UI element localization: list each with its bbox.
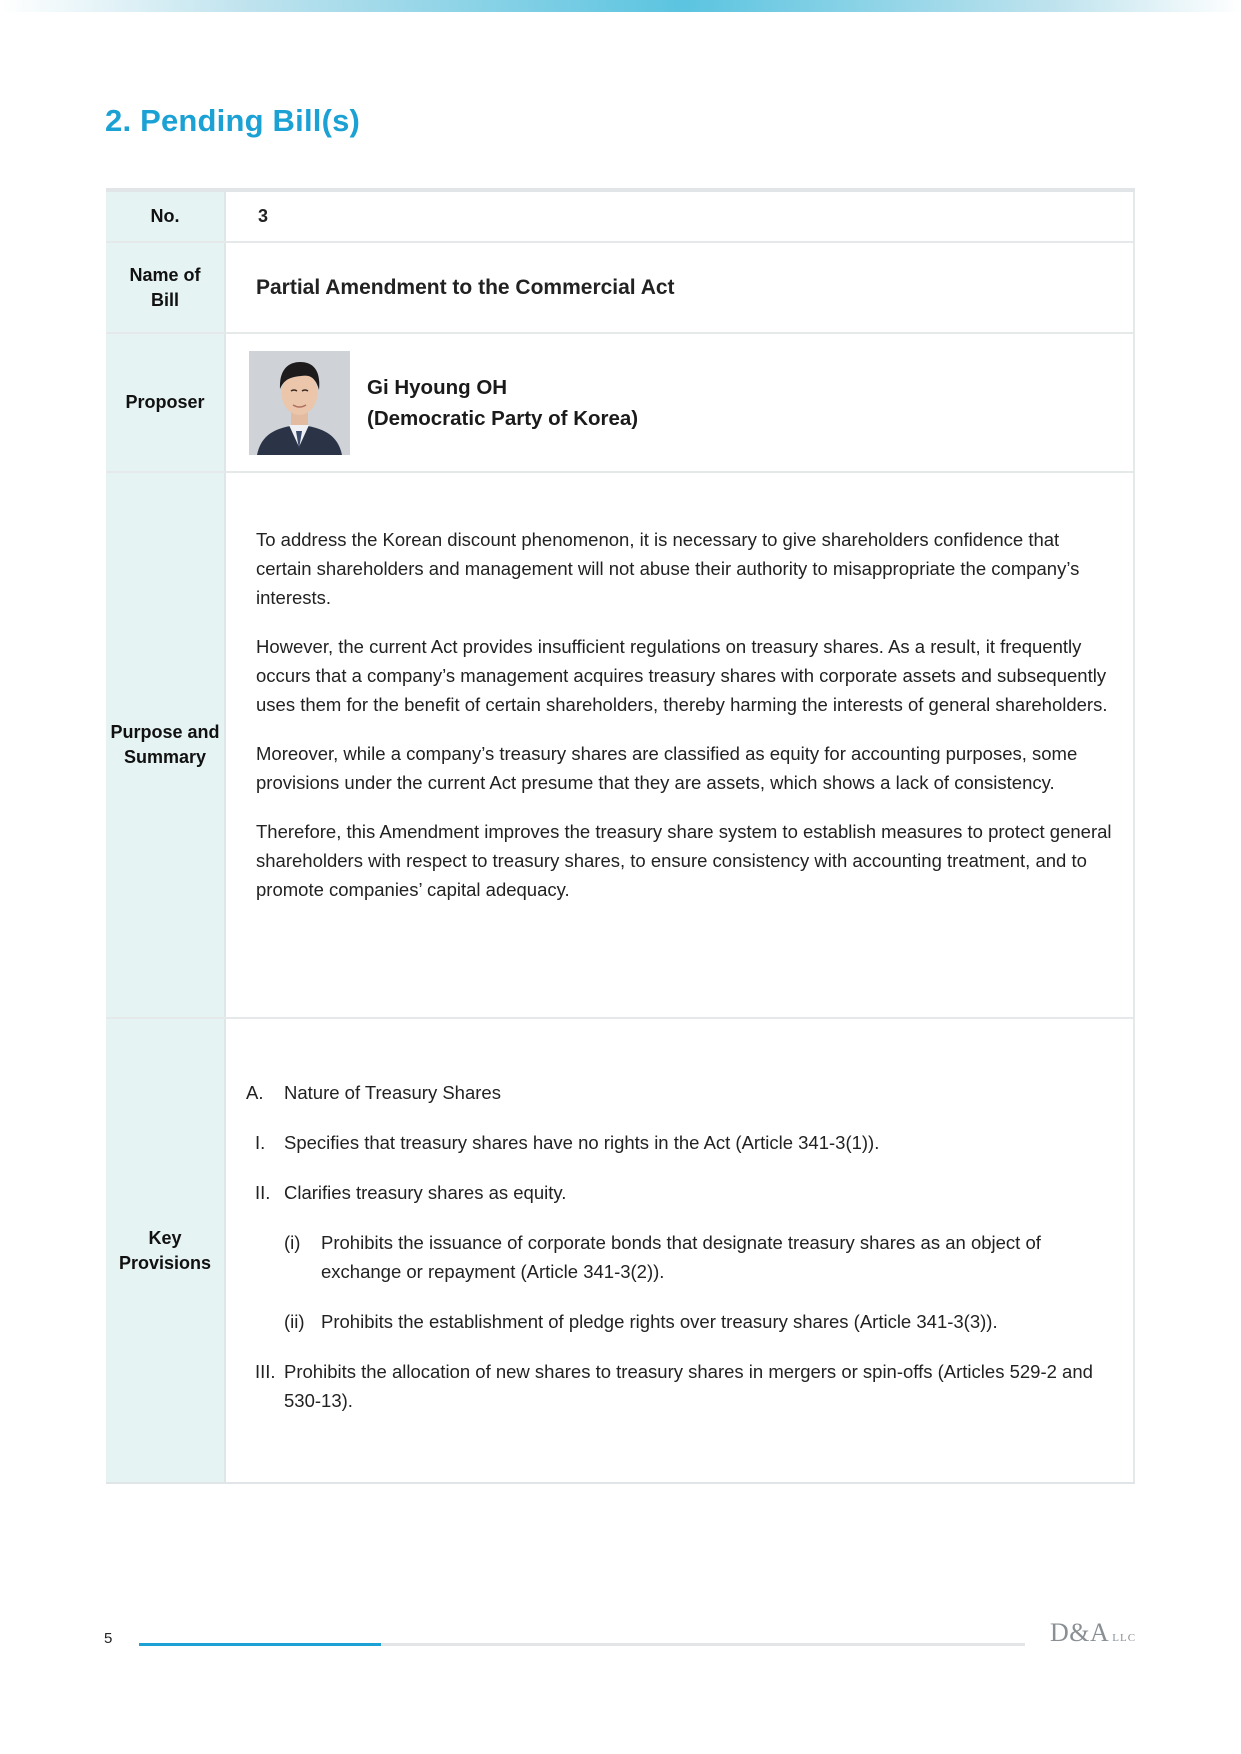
provision-subitem bbox=[246, 1228, 1115, 1286]
page-number: 5 bbox=[104, 1630, 113, 1647]
row-key-provisions bbox=[106, 1019, 1135, 1484]
purpose-paragraph: Therefore, this Amendment improves the treasury share system to establish measures to protect general shareholders with respect to treasury shares, to ensure consistency with accounting treatment, and to promote companies’ capital adequacy. bbox=[256, 821, 1112, 900]
label-key-provisions: Key Provisions bbox=[106, 1019, 226, 1482]
row-proposer bbox=[106, 334, 1135, 473]
row-name-of-bill bbox=[106, 243, 1135, 334]
footer-progress-line bbox=[139, 1643, 1025, 1646]
purpose-summary-text bbox=[226, 473, 1135, 1017]
proposer-party: (Democratic Party of Korea) bbox=[367, 406, 639, 430]
firm-logo bbox=[1050, 1618, 1136, 1648]
provision-subitem bbox=[246, 1307, 1115, 1336]
logo-suffix: LLC bbox=[1112, 1632, 1137, 1644]
row-no bbox=[106, 192, 1135, 243]
provision-text: Specifies that treasury shares have no rights in the Act (Article 341-3(1)). bbox=[284, 1132, 880, 1153]
bill-name: Partial Amendment to the Commercial Act bbox=[226, 243, 1135, 332]
footer-progress-fill bbox=[139, 1643, 381, 1646]
bill-number: 3 bbox=[226, 192, 1135, 241]
provision-item bbox=[246, 1128, 1115, 1157]
provision-marker: (i) bbox=[284, 1232, 301, 1253]
provision-text: Nature of Treasury Shares bbox=[284, 1082, 501, 1103]
label-proposer: Proposer bbox=[106, 334, 226, 471]
top-gradient-bar bbox=[0, 0, 1241, 12]
provision-marker: A. bbox=[246, 1082, 264, 1103]
label-name-of-bill: Name of Bill bbox=[106, 243, 226, 332]
label-no: No. bbox=[106, 192, 226, 241]
logo-text: D&A bbox=[1050, 1618, 1110, 1647]
provision-item bbox=[246, 1357, 1115, 1415]
section-title: 2. Pending Bill(s) bbox=[105, 103, 361, 138]
provision-text: Prohibits the establishment of pledge rights over treasury shares (Article 341-3(3)). bbox=[321, 1311, 998, 1332]
provision-text: Prohibits the allocation of new shares to treasury shares in mergers or spin-offs (Articles 529-2 and 530-13). bbox=[284, 1361, 1093, 1411]
proposer-name: Gi Hyoung OH bbox=[367, 375, 508, 399]
proposer-photo bbox=[249, 351, 350, 455]
label-purpose-summary: Purpose and Summary bbox=[106, 473, 226, 1017]
provision-marker: (ii) bbox=[284, 1311, 305, 1332]
provision-item bbox=[246, 1178, 1115, 1207]
purpose-paragraph: However, the current Act provides insufficient regulations on treasury shares. As a result, it frequently occurs that a company’s management acquires treasury shares with corporate assets and subsequently uses them for the benefit of certain shareholders, thereby harming the interests of general shareholders. bbox=[256, 636, 1108, 715]
proposer-info bbox=[367, 372, 638, 434]
row-purpose-summary bbox=[106, 473, 1135, 1019]
provision-text: Clarifies treasury shares as equity. bbox=[284, 1182, 567, 1203]
provision-item bbox=[246, 1078, 1115, 1107]
bill-table bbox=[106, 188, 1135, 1484]
proposer-cell bbox=[226, 334, 1135, 471]
purpose-paragraph: To address the Korean discount phenomenon, it is necessary to give shareholders confidence that certain shareholders and management will not abuse their authority to misappropriate the company’s interests. bbox=[256, 529, 1080, 608]
provision-text: Prohibits the issuance of corporate bonds that designate treasury shares as an object of exchange or repayment (Article 341-3(2)). bbox=[321, 1232, 1041, 1282]
provision-marker: II. bbox=[255, 1182, 271, 1203]
provision-marker: I. bbox=[255, 1132, 266, 1153]
provision-marker: III. bbox=[255, 1361, 276, 1382]
key-provisions-list bbox=[226, 1019, 1135, 1482]
purpose-paragraph: Moreover, while a company’s treasury shares are classified as equity for accounting purposes, some provisions under the current Act presume that they are assets, which shows a lack of consistency. bbox=[256, 743, 1078, 793]
